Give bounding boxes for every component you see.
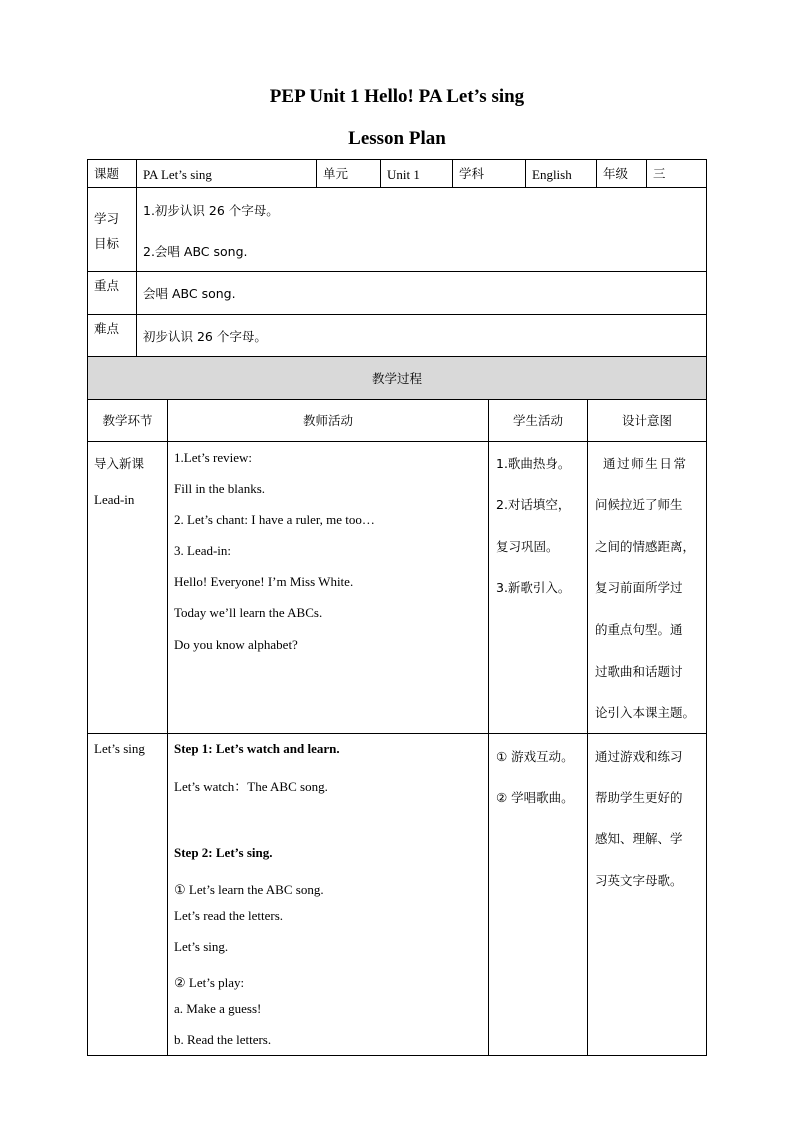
stage2-intent-line: 习英文字母歌。 [595, 873, 683, 888]
stage1-teacher-line: Today we’ll learn the ABCs. [174, 605, 323, 620]
difficulty-value: 初步认识 26 个字母。 [143, 329, 267, 344]
column-header-student: 学生活动 [512, 413, 563, 428]
stage1-teacher-line: 1.Let’s review: [174, 450, 252, 465]
column-header-teacher: 教师活动 [302, 413, 353, 428]
stage1-intent-line: 通过师生日常 [603, 456, 688, 471]
stage1-intent-line: 之间的情感距离， [595, 539, 696, 554]
stage1-intent-line: 论引入本课主题。 [595, 705, 696, 720]
stage1-intent-line: 过歌曲和话题讨 [595, 664, 683, 679]
step1-line: Let’s watch：The ABC song. [174, 779, 328, 794]
objectives-label-line1: 学习 [94, 211, 120, 226]
stage1-teacher-line: 2. Let’s chant: I have a ruler, me too… [174, 512, 375, 527]
stage1-student-line: 1.歌曲热身。 [496, 456, 571, 471]
step1-title: Step 1: Let’s watch and learn. [174, 741, 340, 756]
subject-value: English [532, 167, 572, 182]
step2-line: ② Let’s play: [174, 975, 245, 990]
stage1-teacher-line: Fill in the blanks. [174, 481, 265, 496]
stage1-teacher-line: 3. Lead-in: [174, 543, 232, 558]
stage1-student-line: 3.新歌引入。 [496, 580, 571, 595]
stage2-intent-line: 通过游戏和练习 [595, 749, 683, 764]
column-header-intent: 设计意图 [621, 413, 672, 428]
subject-label: 学科 [459, 166, 485, 181]
stage2-intent-line: 感知、理解、学 [595, 831, 683, 846]
stage2-student-line: ② 学唱歌曲。 [496, 790, 574, 805]
stage1-intent-line: 问候拉近了师生 [595, 497, 683, 512]
stage2-student-line: ① 游戏互动。 [496, 749, 574, 764]
grade-value: 三 [653, 166, 666, 181]
stage2-intent-line: 帮助学生更好的 [595, 790, 683, 805]
stage1-teacher-line: Do you know alphabet? [174, 637, 298, 652]
stage1-student-line: 复习巩固。 [496, 539, 559, 554]
topic-value: PA Let’s sing [143, 167, 212, 182]
stage1-name-en: Lead-in [94, 492, 135, 507]
document-title: PEP Unit 1 Hello! PA Let’s sing [269, 86, 525, 107]
step2-line: b. Read the letters. [174, 1032, 272, 1047]
difficulty-label: 难点 [94, 321, 120, 336]
unit-value: Unit 1 [387, 167, 420, 182]
step2-title: Step 2: Let’s sing. [174, 845, 273, 860]
key-point-value: 会唱 ABC song. [143, 286, 236, 301]
column-header-stage: 教学环节 [102, 413, 153, 428]
stage1-intent-line: 的重点句型。通 [595, 622, 683, 637]
objective-item: 2.会唱 ABC song. [143, 244, 248, 259]
step2-line: Let’s read the letters. [174, 908, 284, 923]
step2-line: Let’s sing. [174, 939, 229, 954]
document-subtitle: Lesson Plan [348, 128, 446, 149]
objectives-label-line2: 目标 [94, 236, 120, 251]
stage1-intent-line: 复习前面所学过 [595, 580, 683, 595]
objective-item: 1.初步认识 26 个字母。 [143, 203, 279, 218]
stage2-name: Let’s sing [94, 741, 145, 756]
stage1-student-line: 2.对话填空， [496, 497, 571, 512]
grade-label: 年级 [603, 166, 629, 181]
stage1-name: 导入新课 [94, 456, 145, 471]
topic-label: 课题 [94, 166, 120, 181]
step2-line: a. Make a guess! [174, 1001, 262, 1016]
stage1-teacher-line: Hello! Everyone! I’m Miss White. [174, 574, 354, 589]
unit-label: 单元 [323, 166, 349, 181]
step2-line: ① Let’s learn the ABC song. [174, 882, 324, 897]
process-header: 教学过程 [371, 371, 422, 386]
key-point-label: 重点 [94, 278, 120, 293]
